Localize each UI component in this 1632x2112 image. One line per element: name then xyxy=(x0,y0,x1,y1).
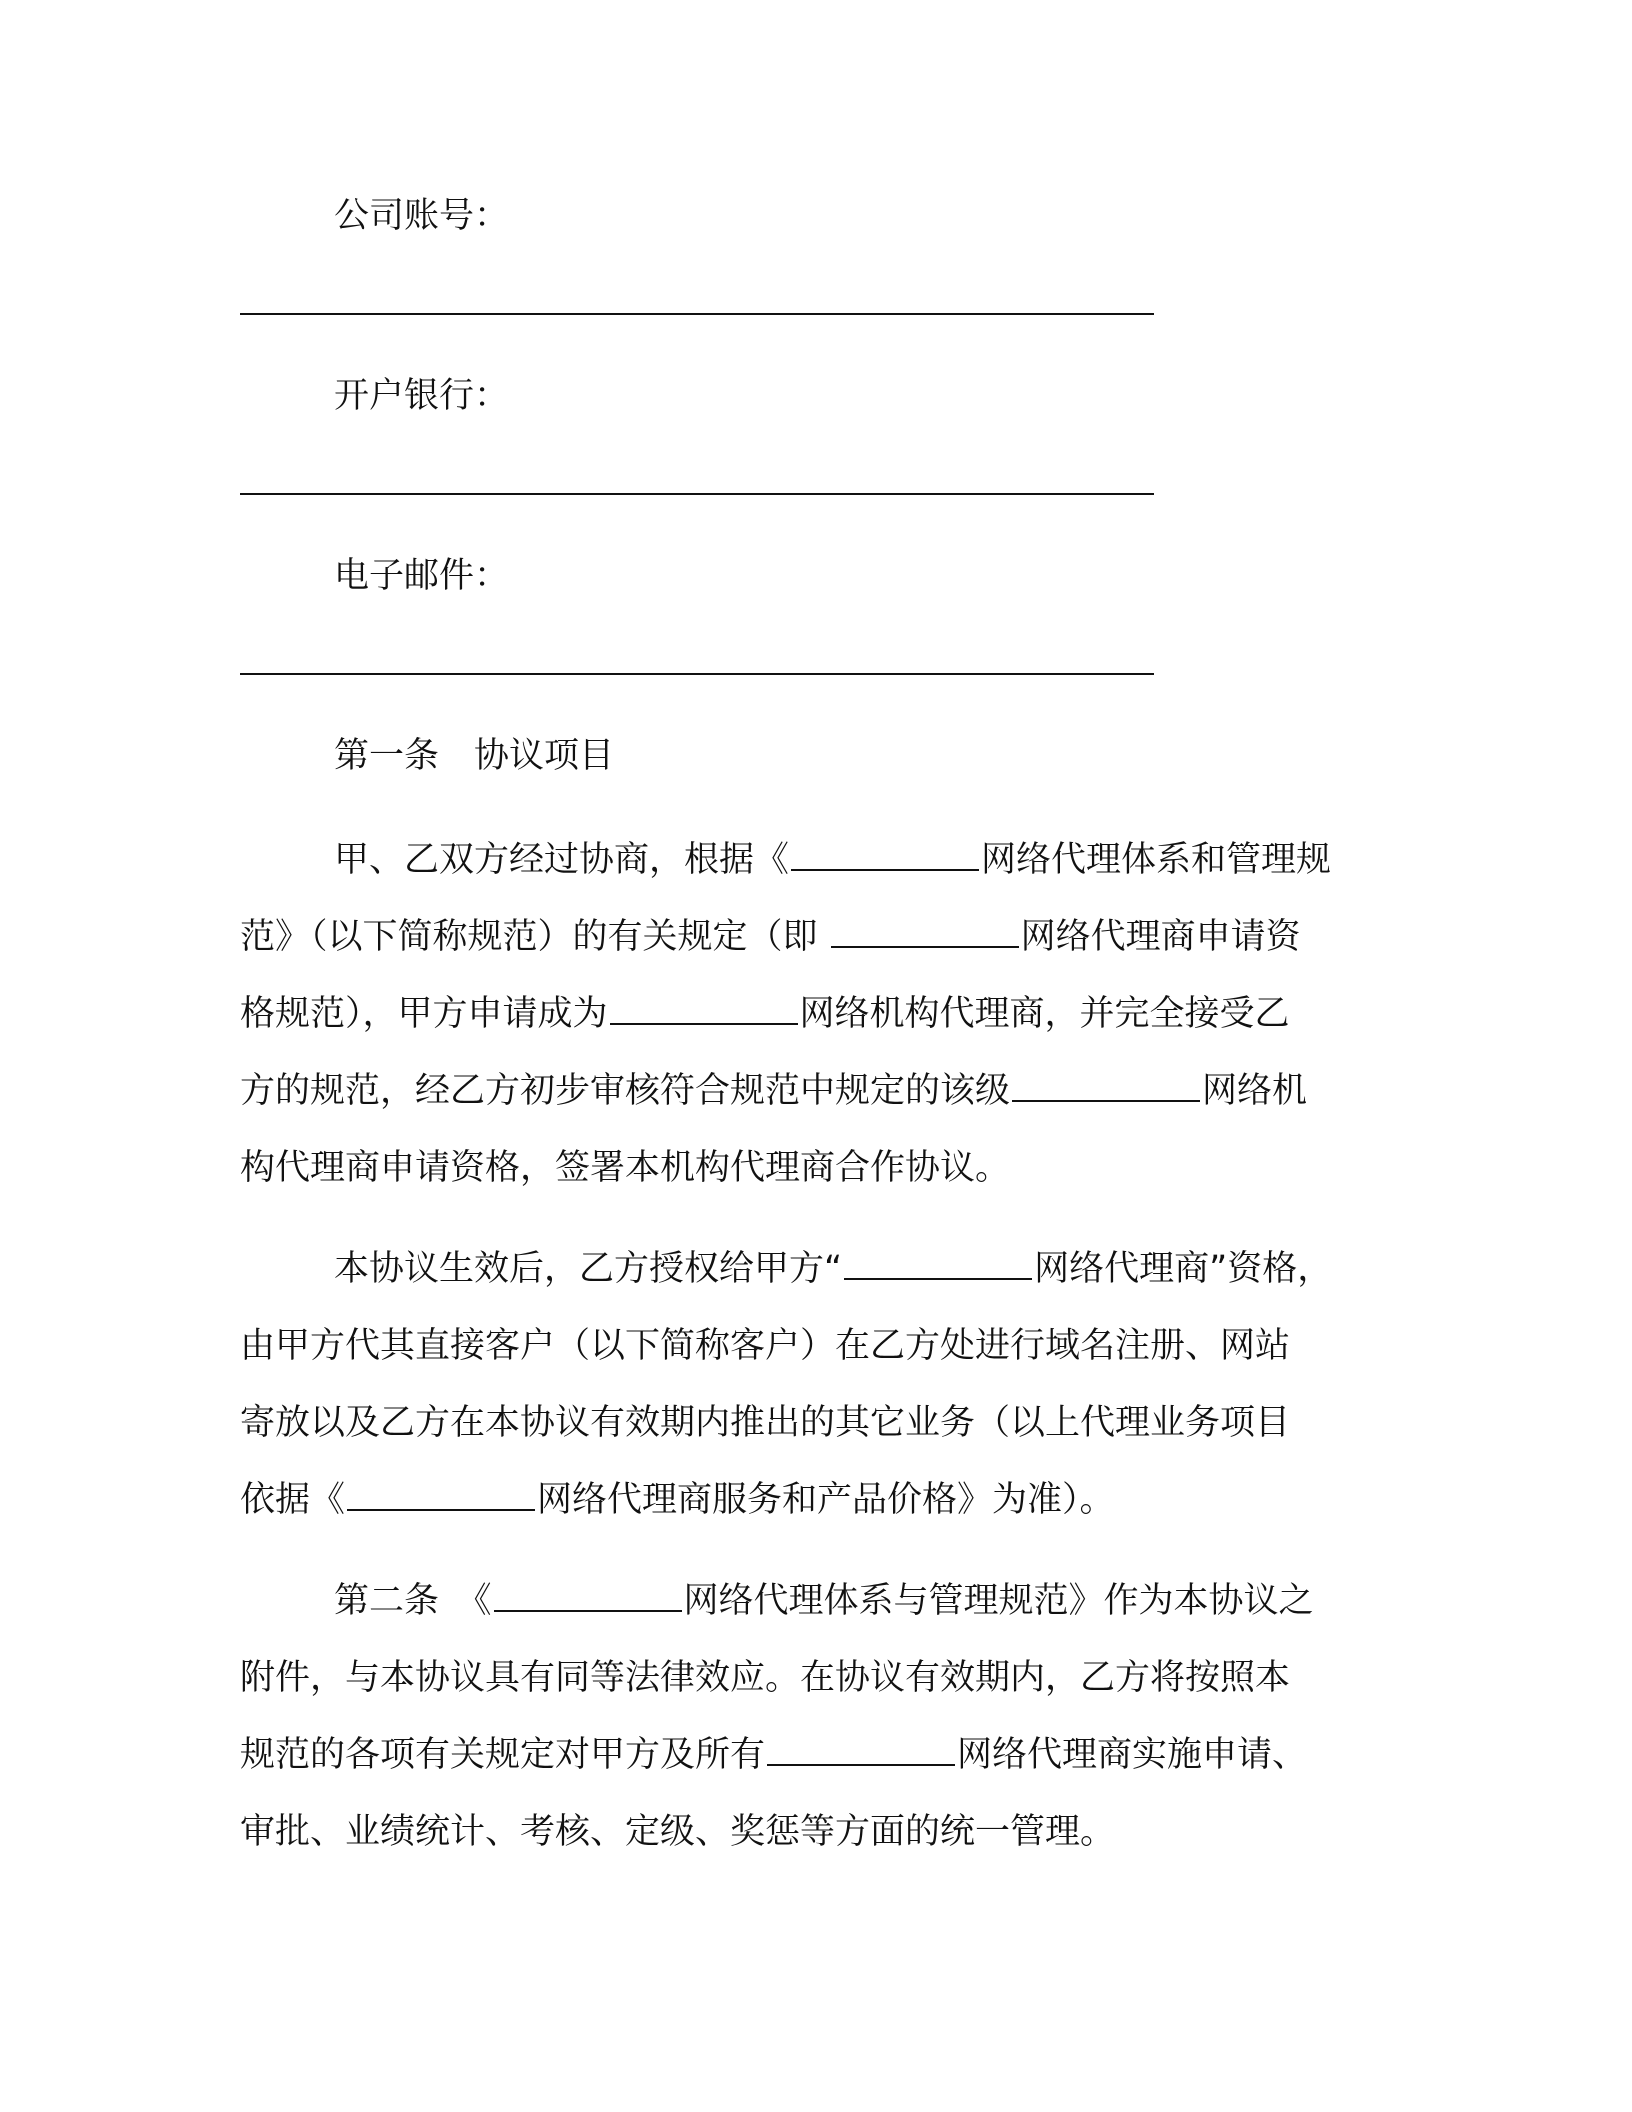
fill-blank xyxy=(1012,1070,1200,1102)
text-line: 方的规范，经乙方初步审核符合规范中规定的该级 网络机 xyxy=(240,1071,1308,1111)
fill-blank xyxy=(791,839,979,871)
article-1-paragraph-1 xyxy=(240,822,1400,1207)
article-1-paragraph-2 xyxy=(240,1231,1400,1539)
text-line: 审批、业绩统计、考核、定级、奖惩等方面的统一管理。 xyxy=(240,1812,1116,1852)
fill-blank xyxy=(844,1248,1032,1280)
fill-blank xyxy=(494,1580,682,1612)
email-fill-line xyxy=(240,673,1154,675)
fill-blank xyxy=(831,916,1019,948)
account-fill-line xyxy=(240,313,1154,315)
text-line: 由甲方代其直接客户（以下简称客户）在乙方处进行域名注册、网站 xyxy=(240,1326,1291,1366)
bank-fill-line xyxy=(240,493,1154,495)
article-2-paragraph xyxy=(240,1563,1400,1871)
text-line: 本协议生效后，乙方授权给甲方“ 网络代理商”资格， xyxy=(334,1249,1333,1289)
text-line: 第二条 《 网络代理体系与管理规范》作为本协议之 xyxy=(334,1581,1314,1621)
text-line: 构代理商申请资格，签署本机构代理商合作协议。 xyxy=(240,1148,1011,1188)
fill-blank xyxy=(610,993,798,1025)
fill-blank xyxy=(347,1479,535,1511)
text-line: 依据《 网络代理商服务和产品价格》为准）。 xyxy=(240,1480,1115,1520)
account-label: 公司账号： xyxy=(334,196,510,236)
text-line: 寄放以及乙方在本协议有效期内推出的其它业务（以上代理业务项目 xyxy=(240,1403,1291,1443)
text-line: 范》（以下简称规范）的有关规定（即 网络代理商申请资 xyxy=(240,917,1301,957)
text-line: 甲、乙双方经过协商，根据《 网络代理体系和管理规 xyxy=(334,840,1332,880)
text-line: 附件，与本协议具有同等法律效应。在协议有效期内，乙方将按照本 xyxy=(240,1658,1291,1698)
text-line: 格规范），甲方申请成为 网络机构代理商，并完全接受乙 xyxy=(240,994,1290,1034)
text-line: 规范的各项有关规定对甲方及所有 网络代理商实施申请、 xyxy=(240,1735,1308,1775)
email-label: 电子邮件： xyxy=(334,556,510,596)
article-1-heading: 第一条 协议项目 xyxy=(334,736,615,776)
fill-blank xyxy=(767,1734,955,1766)
bank-label: 开户银行： xyxy=(334,376,510,416)
